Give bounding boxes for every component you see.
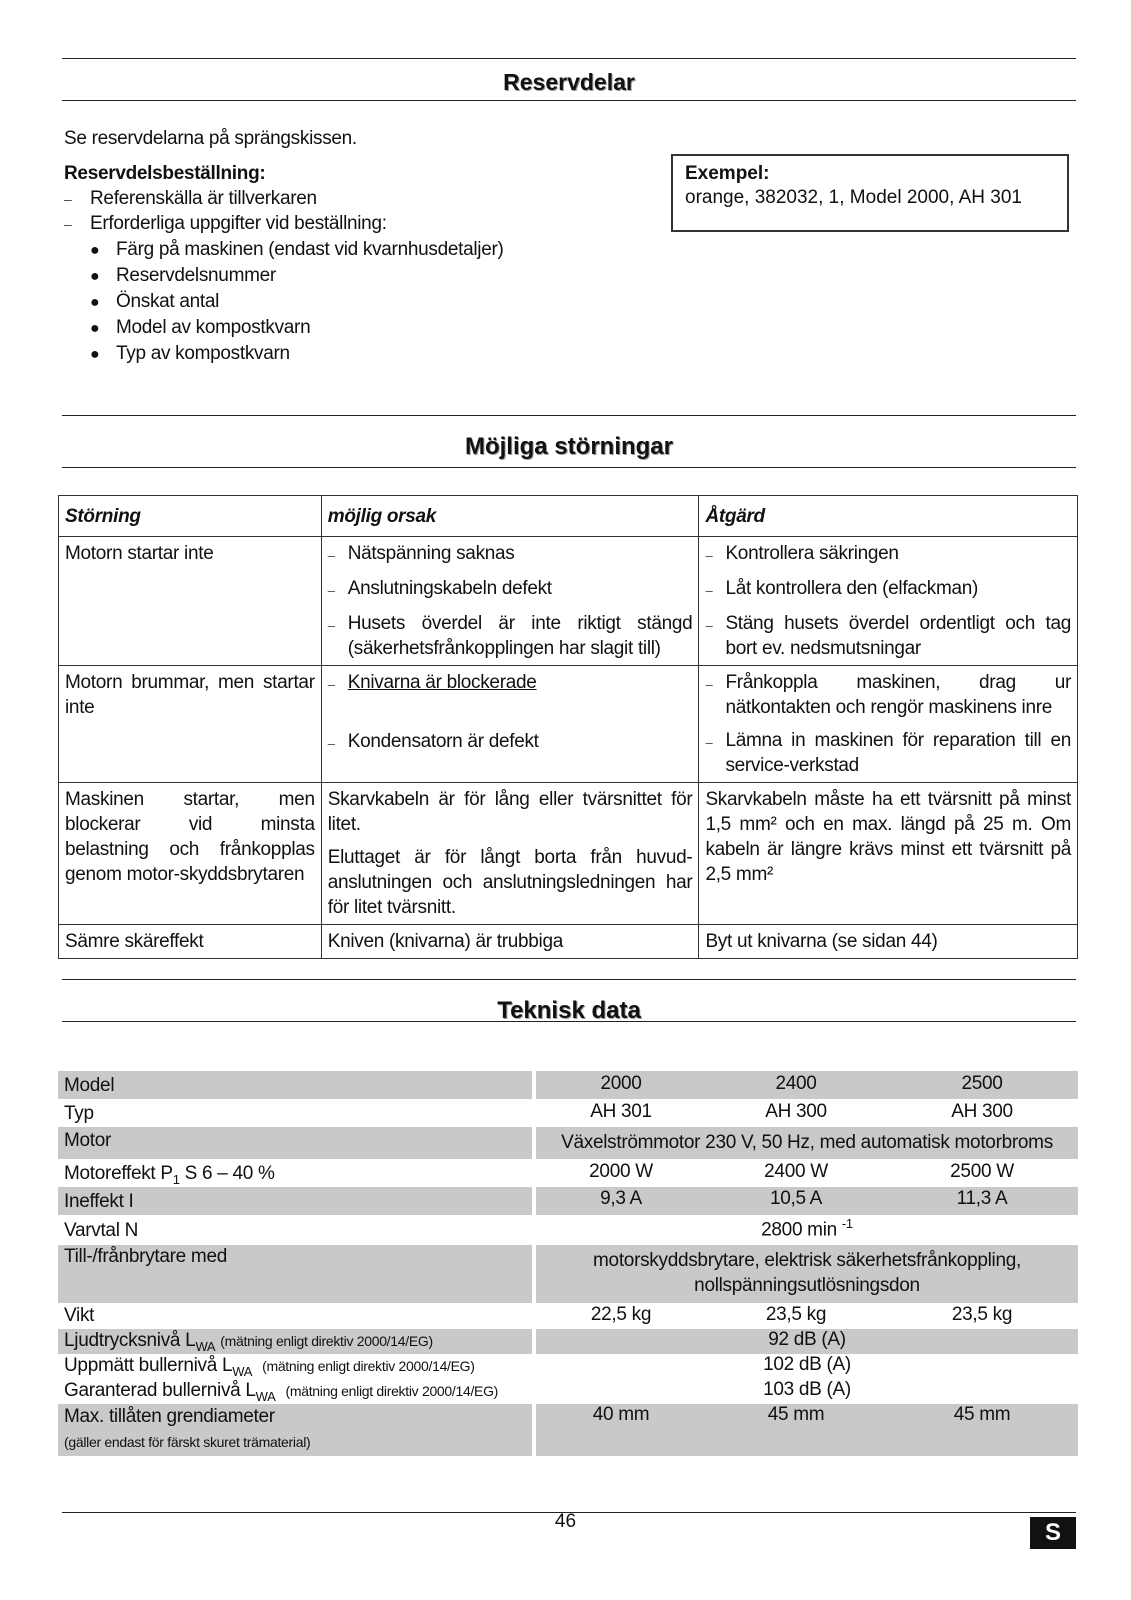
row-note: (gäller endast för färskt skuret trämaterial) [64, 1434, 311, 1450]
divider [62, 100, 1076, 101]
row-label: Typ [64, 1103, 94, 1124]
value: Växelströmmotor 230 V, 50 Hz, med automatisk motorbroms [561, 1132, 1053, 1153]
table-row [58, 1127, 1078, 1159]
action-cell: Byt ut knivarna (se sidan 44) [699, 925, 1078, 959]
value: 22,5 kg [590, 1304, 652, 1325]
action-cell: Skarvkabeln måste ha ett tvärsnitt på minst 1,5 mm² och en max. längd på 25 m. Om kabeln är längre krävs minst ett tvärsnitt på 2,5 mm² [699, 783, 1078, 925]
row-label: Motoreffekt $P_1$ S 6 – 40 % [64, 1163, 275, 1187]
spare-parts-intro: Se reservdelarna på sprängskissen. [64, 128, 357, 149]
language-badge: S [1030, 1517, 1076, 1549]
value: 10,5 A [769, 1188, 823, 1209]
value: motorskyddsbrytare, elektrisk säkerhetsfrånkoppling, [593, 1250, 1021, 1271]
list-item: ● Färg på maskinen (endast vid kvarnhusdetaljer) [90, 239, 504, 260]
example-text: orange, 382032, 1, Model 2000, AH 301 [685, 187, 1022, 208]
value: 2800 min $^{-1}$ [761, 1216, 853, 1241]
column-header: Åtgärd [699, 496, 1078, 537]
example-box [671, 154, 1069, 232]
column-header: möjlig orsak [321, 496, 699, 537]
list-item: ● Typ av kompostkvarn [90, 343, 290, 364]
section-title-technical-data: Teknisk data [497, 997, 641, 1024]
cause-cell: Skarvkabeln är för lång eller tvärsnittet för litet. Eluttaget är för långt borta från huvud-anslutningen och anslutningsledningen har för litet tvärsnitt. [321, 783, 699, 925]
value: 45 mm [767, 1404, 825, 1425]
divider [62, 415, 1076, 416]
cause-cell: – Nätspänning saknas – Anslutningskabeln defekt – Husets överdel är inte riktigt stängd (säkerhetsfrånkopplingen har slagit till) [321, 537, 699, 666]
list-item: – Erforderliga uppgifter vid beställning: [64, 213, 387, 234]
value: 40 mm [592, 1404, 650, 1425]
table-row [59, 783, 1078, 925]
troubleshooting-table [58, 495, 1078, 959]
divider [62, 979, 1076, 980]
order-heading: Reservdelsbeställning: [64, 163, 266, 184]
value: 92 dB (A) [768, 1329, 846, 1350]
row-label: Ljudtrycksnivå $L_{WA}$ (mätning enligt direktiv 2000/14/EG) [64, 1330, 433, 1354]
row-label: Till-/frånbrytare med [64, 1246, 227, 1267]
column-header: Störning [59, 496, 322, 537]
action-cell: – Frånkoppla maskinen, drag ur nätkontakten och rengör maskinens inre – Lämna in maskinen för reparation till en service-verkstad [699, 666, 1078, 783]
table-row [58, 1379, 1078, 1404]
row-label: Varvtal N [64, 1220, 139, 1241]
table-row [58, 1329, 1078, 1354]
value: 2000 [600, 1073, 642, 1094]
section-title-spare-parts: Reservdelar [503, 69, 635, 95]
row-label: Motor [64, 1130, 112, 1151]
list-item: ● Reservdelsnummer [90, 265, 276, 286]
divider [62, 58, 1076, 59]
value: 11,3 A [956, 1188, 1008, 1209]
fault-cell: Motorn brummar, men startar inte [59, 666, 322, 783]
value: AH 300 [765, 1101, 827, 1122]
table-row [58, 1187, 1078, 1215]
value: 45 mm [953, 1404, 1011, 1425]
fault-cell: Motorn startar inte [59, 537, 322, 666]
value: 2400 [775, 1073, 817, 1094]
list-item: – Referenskälla är tillverkaren [64, 188, 317, 209]
table-row [59, 537, 1078, 666]
value: 2500 W [950, 1161, 1014, 1182]
value: AH 300 [951, 1101, 1013, 1122]
value: 9,3 A [600, 1188, 642, 1209]
row-label: Uppmätt bullernivå $L_{WA}$ (mätning enligt direktiv 2000/14/EG) [64, 1355, 475, 1379]
table-row [58, 1159, 1078, 1187]
fault-cell: Sämre skäreffekt [59, 925, 322, 959]
value: nollspänningsutlösningsdon [694, 1275, 920, 1296]
table-row [58, 1071, 1078, 1099]
value: 2000 W [589, 1161, 653, 1182]
row-label: Garanterad bullernivå $L_{WA}$ (mätning enligt direktiv 2000/14/EG) [64, 1380, 499, 1404]
divider [62, 1021, 1076, 1022]
table-header-row [59, 496, 1078, 537]
row-label: Ineffekt I [64, 1191, 134, 1212]
table-row [58, 1354, 1078, 1379]
row-label: Max. tillåten grendiameter [64, 1406, 275, 1427]
value: 23,5 kg [951, 1304, 1013, 1325]
value: 2400 W [764, 1161, 828, 1182]
divider [62, 467, 1076, 468]
value: 23,5 kg [765, 1304, 827, 1325]
table-row [58, 1303, 1078, 1329]
value: 2500 [961, 1073, 1003, 1094]
table-row [58, 1404, 1078, 1456]
table-row [59, 925, 1078, 959]
table-row [58, 1215, 1078, 1245]
cause-cell: – Knivarna är blockerade – Kondensatorn är defekt [321, 666, 699, 783]
table-row [58, 1245, 1078, 1303]
fault-cell: Maskinen startar, men blockerar vid minsta belastning och frånkopplas genom motor-skyddsbrytaren [59, 783, 322, 925]
section-title-troubleshooting: Möjliga störningar [464, 433, 673, 460]
list-item: ● Önskat antal [90, 291, 220, 312]
table-row [58, 1099, 1078, 1127]
action-cell: – Kontrollera säkringen – Låt kontrollera den (elfackman) – Stäng husets överdel ordentligt och tag bort ev. nedsmutsningar [699, 537, 1078, 666]
value: AH 301 [590, 1101, 652, 1122]
row-label: Vikt [64, 1305, 95, 1326]
value: 103 dB (A) [763, 1379, 851, 1400]
cause-cell: Kniven (knivarna) är trubbiga [321, 925, 699, 959]
list-item: ● Model av kompostkvarn [90, 317, 311, 338]
row-label: Model [64, 1075, 115, 1096]
page-number: 46 [554, 1511, 577, 1532]
table-row [59, 666, 1078, 783]
value: 102 dB (A) [763, 1354, 851, 1375]
technical-data-table [58, 1071, 1078, 1456]
example-label: Exempel: [685, 163, 770, 184]
